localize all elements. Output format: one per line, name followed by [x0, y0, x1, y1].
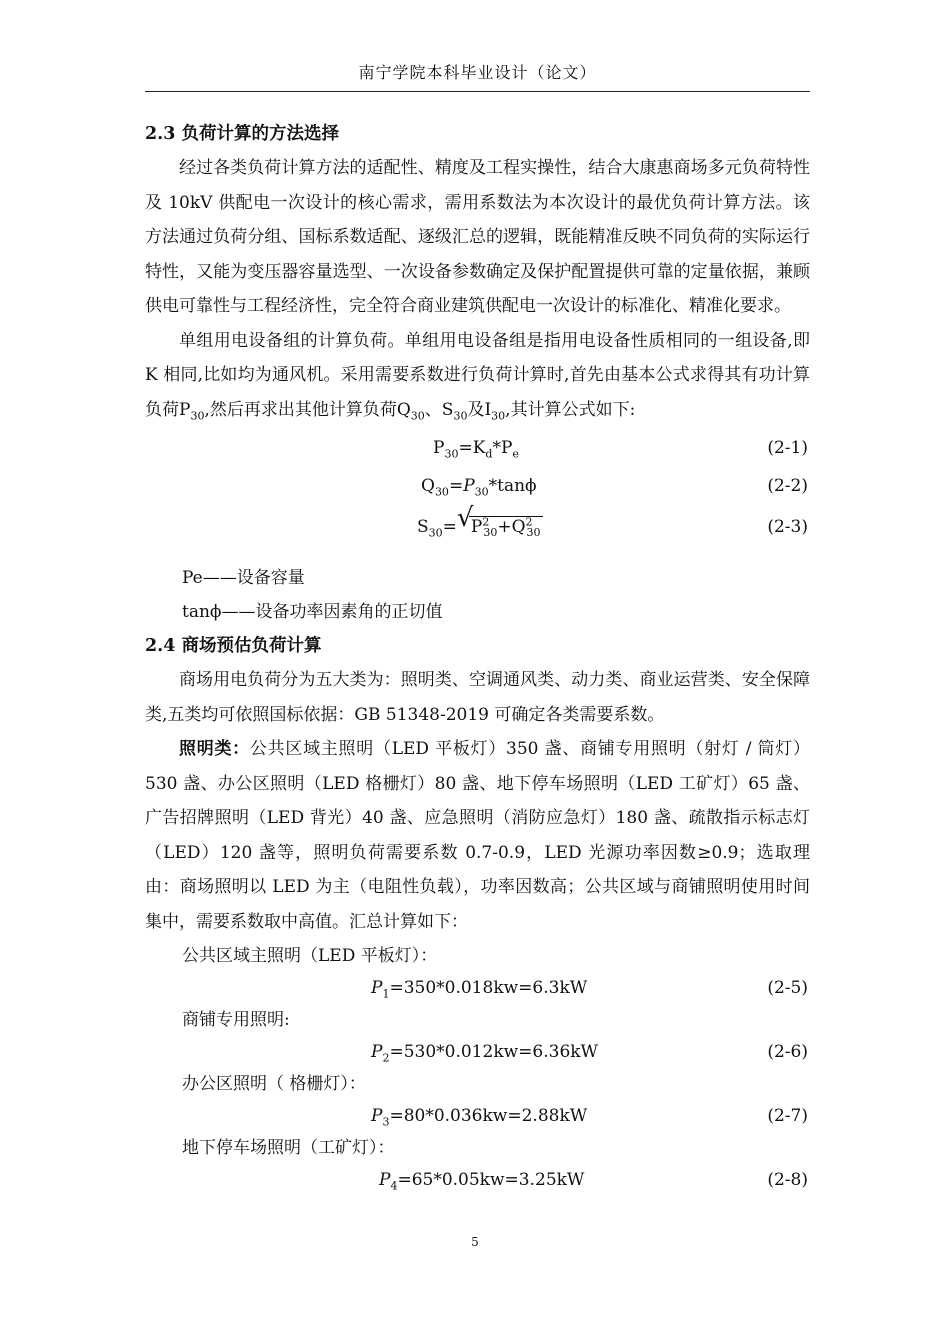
page-body	[145, 117, 810, 1195]
item-label-1: 公共区域主照明（LED 平板灯）：	[182, 946, 438, 966]
equation-2-2: $Q_{30}=P_{30}*\tan\phi$ (2-2)	[145, 467, 810, 505]
item-label-3: 办公区照明（ 格栅灯）：	[182, 1074, 366, 1094]
paragraph-single-group: 单组用电设备组的计算负荷。单组用电设备组是指用电设备性质相同的一组设备,即 K 相同,比如均为通风机。采用需要系数进行负荷计算时,首先由基本公式求得其有功计算负荷$P_{30}$,然后再求出其他计算负荷$Q_{30}$、$S_{30}$及$I_{30}$,其计算公式如下:	[145, 330, 810, 422]
equation-number: (2-3)	[767, 517, 808, 537]
square-root: √ $P^2_{30}+Q^2_{30}$	[456, 503, 541, 540]
item-label-2: 商铺专用照明:	[182, 1010, 290, 1030]
equation-2-6: $P_2=530*0.012kw=6.36kW$ (2-6)	[145, 1037, 810, 1067]
section-heading-2-4: 2.4 商场预估负荷计算	[145, 636, 322, 656]
equation-number: (2-8)	[767, 1170, 808, 1190]
section-heading-2-3: 2.3 负荷计算的方法选择	[145, 124, 340, 144]
running-header: 南宁学院本科毕业设计（论文）	[358, 63, 597, 82]
equation-2-5: $P_1=350*0.018kw=6.3kW$ (2-5)	[145, 973, 810, 1003]
equation-2-7: $P_3=80*0.036kw=2.88kW$ (2-7)	[145, 1101, 810, 1131]
definition-pe: Pe——设备容量	[182, 568, 305, 588]
definition-tan: tanϕ——设备功率因素角的正切值	[182, 602, 443, 622]
equation-number: (2-7)	[767, 1106, 808, 1126]
paragraph-load-classes: 商场用电负荷分为五大类为：照明类、空调通风类、动力类、商业运营类、安全保障类,五类均可依照国标依据：GB 51348-2019 可确定各类需要系数。	[145, 670, 810, 725]
paragraph-method: 经过各类负荷计算方法的适配性、精度及工程实操性，结合大康惠商场多元负荷特性及 10kV 供配电一次设计的核心需求，需用系数法为本次设计的最优负荷计算方法。该方法通过负荷分组、国标系数适配、逐级汇总的逻辑，既能精准反映不同负荷的实际运行特性，又能为变压器容量选型、一次设备参数确定及保护配置提供可靠的定量依据，兼顾供电可靠性与工程经济性，完全符合商业建筑供配电一次设计的标准化、精准化要求。	[145, 158, 810, 316]
equation-2-8: $P_4=65*0.05kw=3.25kW$ (2-8)	[145, 1165, 810, 1195]
equation-2-3: $S_{30}=$ √ $P^2_{30}+Q^2_{30}$ (2-3)	[145, 505, 810, 549]
equation-number: (2-6)	[767, 1042, 808, 1062]
header-rule	[145, 91, 810, 92]
equation-2-1: $P_{30}=K_d*P_e$ (2-1)	[145, 429, 810, 467]
equation-number: (2-2)	[767, 476, 808, 496]
equation-number: (2-1)	[767, 438, 808, 458]
page-number: 5	[471, 1235, 479, 1249]
item-label-4: 地下停车场照明（工矿灯）：	[182, 1138, 395, 1158]
paragraph-lighting: 照明类：公共区域主照明（LED 平板灯）350 盏、商铺专用照明（射灯 / 筒灯）530 盏、办公区照明（LED 格栅灯）80 盏、地下停车场照明（LED 工矿灯）65 盏、广告招牌照明（LED 背光）40 盏、应急照明（消防应急灯）180 盏、疏散指示标志灯（LED）120 盏等，照明负荷需要系数 0.7-0.9，LED 光源功率因数≥0.9；选取理由：商场照明以 LED 为主（电阻性负载），功率因数高；公共区域与商铺照明使用时间集中，需要系数取中高值。汇总计算如下：	[145, 739, 811, 932]
equation-number: (2-5)	[767, 978, 808, 998]
